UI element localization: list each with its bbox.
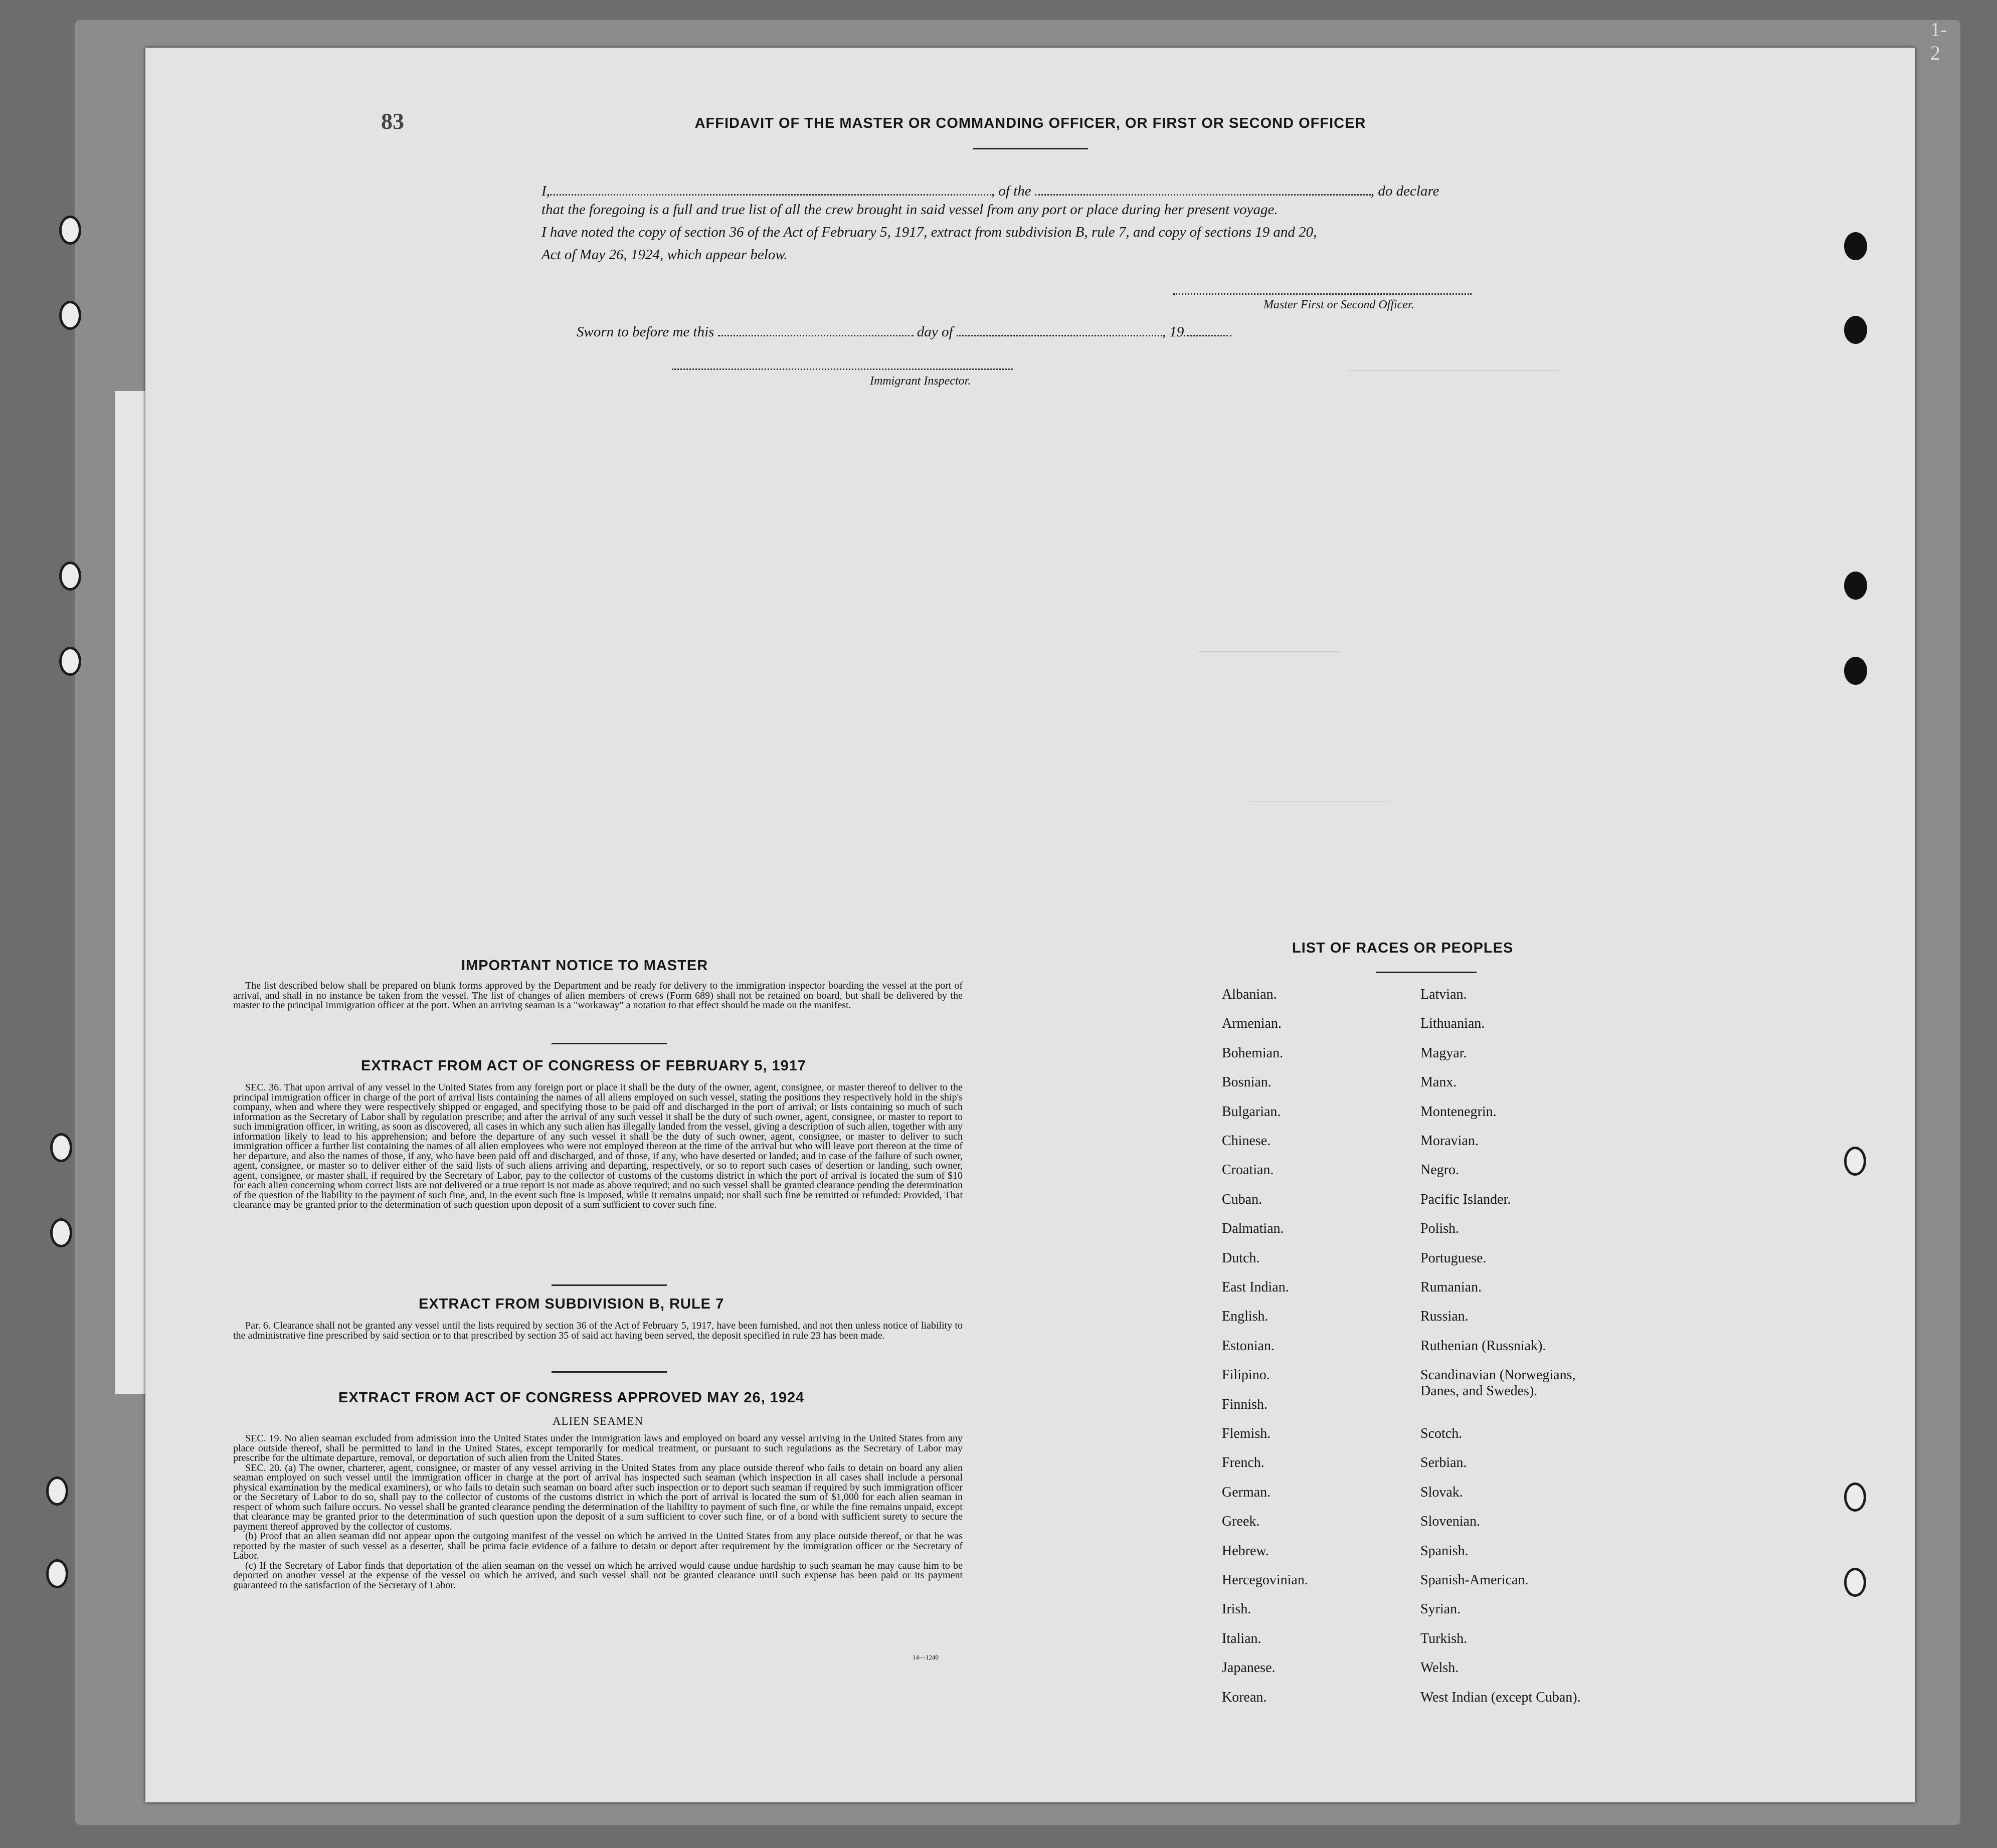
race-item: Scotch. xyxy=(1420,1426,1463,1441)
document-page xyxy=(145,18,1947,1802)
race-item: Japanese. xyxy=(1222,1660,1276,1676)
affidavit-line-2: that the foregoing is a full and true list of all the crew brought in said vessel from any port or place during her present voyage. xyxy=(541,202,1278,218)
race-item: Albanian. xyxy=(1222,987,1277,1002)
race-item: Korean. xyxy=(1222,1689,1267,1705)
race-item: Portuguese. xyxy=(1420,1250,1487,1266)
race-item: Magyar. xyxy=(1420,1045,1467,1061)
race-item: West Indian (except Cuban). xyxy=(1420,1689,1581,1705)
race-item: Lithuanian. xyxy=(1420,1016,1485,1032)
binder-hole-icon xyxy=(50,1133,72,1162)
race-item: Polish. xyxy=(1420,1221,1460,1237)
race-item: Slovak. xyxy=(1420,1484,1463,1500)
affidavit-line-3: I have noted the copy of section 36 of the Act of February 5, 1917, extract from subdivision B, rule 7, and copy of sections 19 and 20, xyxy=(541,224,1317,240)
inspector-signature-line[interactable] xyxy=(672,368,1013,370)
race-item: Filipino. xyxy=(1222,1367,1270,1383)
race-item: German. xyxy=(1222,1484,1271,1500)
race-item: Bulgarian. xyxy=(1222,1103,1281,1120)
race-item: Hebrew. xyxy=(1222,1543,1269,1559)
race-item: Spanish-American. xyxy=(1420,1572,1529,1588)
extract-1917-title: EXTRACT FROM ACT OF CONGRESS OF FEBRUARY 5, 1917 xyxy=(361,1058,807,1074)
race-item: Manx. xyxy=(1420,1074,1457,1090)
section-rule xyxy=(552,1043,667,1044)
races-title-rule xyxy=(1376,972,1477,973)
race-item: Cuban. xyxy=(1222,1191,1262,1207)
race-item: Ruthenian (Russniak). xyxy=(1420,1338,1546,1354)
affidavit-title: AFFIDAVIT OF THE MASTER OR COMMANDING OFFICER, OR FIRST OR SECOND OFFICER xyxy=(694,115,1366,131)
race-item: Hercegovinian. xyxy=(1222,1572,1308,1588)
alien-seamen-subtitle: ALIEN SEAMEN xyxy=(552,1415,644,1427)
races-title: LIST OF RACES OR PEOPLES xyxy=(1292,940,1514,956)
race-item: Negro. xyxy=(1420,1162,1459,1178)
sworn-line xyxy=(577,320,1231,340)
of-the-label: , of the xyxy=(991,183,1031,199)
extract-1924-title: EXTRACT FROM ACT OF CONGRESS APPROVED MAY 26, 1924 xyxy=(338,1390,805,1406)
affidavit-line-4: Act of May 26, 1924, which appear below. xyxy=(541,247,788,263)
race-item: Chinese. xyxy=(1222,1133,1271,1149)
bleed-through-text: ___________________________ xyxy=(1349,358,1560,374)
sworn-year: , 19 xyxy=(1162,324,1184,340)
binder-hole-icon xyxy=(46,1559,68,1588)
race-item: French. xyxy=(1222,1455,1264,1471)
race-item: Bohemian. xyxy=(1222,1045,1284,1061)
master-signature-line[interactable] xyxy=(1173,293,1472,295)
notice-paragraph: The list described below shall be prepared on blank forms approved by the Department and be ready for delivery to the immigration inspector boarding the vessel at the port of arrival, and shall in no instance be taken from the vessel. The list of changes of alien members of crews (Form 689) shall not be retained on board, but shall be delivered by the master to the principal immigration officer at the port. When an arriving seaman is a "workaway" a notation to that effect should be made on the manifest. xyxy=(233,980,963,1011)
par6-paragraph: Par. 6. Clearance shall not be granted any vessel until the lists required by section 36 of the Act of February 5, 1917, have been furnished, and not then unless notice of liability to the administrative fine prescribed by said section or to that prescribed by section 35 of said act having been served, the deposit specified in rule 23 has been made. xyxy=(233,1320,963,1341)
declare-label: , do declare xyxy=(1370,183,1439,199)
race-item: Estonian. xyxy=(1222,1338,1275,1354)
section-rule xyxy=(552,1371,667,1373)
race-item: Spanish. xyxy=(1420,1543,1469,1559)
race-item: Moravian. xyxy=(1420,1133,1479,1149)
race-item: Greek. xyxy=(1222,1514,1260,1530)
sec20b-paragraph: (b) Proof that an alien seaman did not appear upon the outgoing manifest of the vessel on which he arrived in the United States from any place outside thereof, or that he was reported by the master of such vessel as a deserter, shall be prima facie evidence of a failure to detain or deport after requirement by the immigration officer or the Secretary of Labor. xyxy=(233,1531,963,1561)
sec20c-paragraph: (c) If the Secretary of Labor finds that deportation of the alien seaman on the vessel on which he arrived would cause undue hardship to such seaman he may cause him to be deported on another vessel at the expense of the vessel on which he arrived, and such vessel shall not be granted clearance until such expense has been paid or its payment guaranteed to the satisfaction of the Secretary of Labor. xyxy=(233,1560,963,1591)
corner-annotation: 1-2 xyxy=(1930,18,1947,64)
sec19-paragraph: SEC. 19. No alien seaman excluded from admission into the United States under the immigration laws and employed on board any vessel arriving in the United States from any place outside thereof, shall be permitted to land in the United States, except temporarily for medical treatment, or pursuant to such regulations as the Secretary of Labor may prescribe for the ultimate departure, removal, or deportation of such alien from the United States. xyxy=(233,1433,963,1463)
binder-hole-icon xyxy=(59,216,81,245)
section-rule xyxy=(552,1284,667,1286)
form-number: 14—1240 xyxy=(913,1653,939,1661)
affidavit-line-1 xyxy=(541,179,1534,200)
binder-hole-icon xyxy=(46,1476,68,1506)
notice-title: IMPORTANT NOTICE TO MASTER xyxy=(461,958,708,974)
punch-hole-icon xyxy=(1844,316,1867,344)
sworn-prefix: Sworn to before me this xyxy=(577,324,714,340)
title-rule xyxy=(973,148,1088,149)
race-item: Rumanian. xyxy=(1420,1279,1482,1295)
affidavit-i-label: I, xyxy=(541,183,550,199)
master-signature-label: Master First or Second Officer. xyxy=(1263,298,1414,311)
race-item: Dalmatian. xyxy=(1222,1221,1284,1237)
race-item: Latvian. xyxy=(1420,987,1467,1002)
sec36-paragraph: SEC. 36. That upon arrival of any vessel in the United States from any foreign port or place it shall be the duty of the owner, agent, consignee, or master thereof to deliver to the principal immigration officer in charge of the port of arrival lists containing the names of all aliens employed on such vessel, stating the positions they respectively hold in the ship's company, when and where they were respectively shipped or engaged, and specifying those to be paid off and discharged in the port of arrival; or lists containing so much of such information as the Secretary of Labor shall by regulation prescribe; and after the arrival of any such vessel it shall be the duty of such owner, agent, consignee, or master to report to such immigration officer, in writing, as soon as discovered, all cases in which any such alien has illegally landed from the vessel, giving a description of such alien, together with any information likely to lead to his apprehension; and before the departure of any such vessel it shall be the duty of such owner, agent, consignee, or master to deliver to such immigration officer a further list containing the names of all alien employees who were not employed thereon at the time of the arrival but who will leave port thereon at the time of her departure, and also the names of those, if any, who have been paid off and discharged, and of those, if any, who have deserted or landed; and in case of the failure of such owner, agent, consignee, or master so to deliver either of the said lists of such aliens arriving and departing, respectively, or so to report such cases of desertion or landing, such owner, agent, consignee, or master shall, if required by the Secretary of Labor, pay to the collector of customs of the customs district in which the port of arrival is located the sum of $10 for each alien concerning whom correct lists are not delivered or a true report is not made as above required; and no such vessel shall be granted clearance pending the determination of the question of the liability to the payment of such fine, and, in the event such fine is imposed, while it remains unpaid; nor shall such fine be remitted or refunded: Provided, That clearance may be granted prior to the determination of such question upon deposit of a sum sufficient to cover such fine. xyxy=(233,1082,963,1210)
bleed-through-text: __________________ xyxy=(1248,790,1389,805)
race-item: Croatian. xyxy=(1222,1162,1274,1178)
inspector-label: Immigrant Inspector. xyxy=(870,375,971,388)
extract-rule7-title: EXTRACT FROM SUBDIVISION B, RULE 7 xyxy=(419,1296,724,1312)
binder-hole-icon xyxy=(59,301,81,330)
race-item: Welsh. xyxy=(1420,1660,1459,1676)
punch-hole-icon xyxy=(1844,232,1867,260)
race-item: Montenegrin. xyxy=(1420,1103,1497,1120)
race-item: Armenian. xyxy=(1222,1016,1282,1032)
race-item: Pacific Islander. xyxy=(1420,1191,1511,1207)
extract-1924-text xyxy=(233,1434,963,1590)
race-item: Bosnian. xyxy=(1222,1074,1272,1090)
race-item: Turkish. xyxy=(1420,1630,1468,1646)
race-item: East Indian. xyxy=(1222,1279,1289,1295)
punch-hole-icon xyxy=(1844,572,1867,600)
sworn-day-blank[interactable] xyxy=(718,320,914,336)
binder-hole-icon xyxy=(1844,1147,1866,1176)
race-item: Finnish. xyxy=(1222,1396,1268,1412)
binder-hole-icon xyxy=(59,647,81,676)
race-item: Scandinavian (Norwegians, Danes, and Swedes). xyxy=(1420,1367,1576,1399)
extract-1917-text xyxy=(233,1083,963,1210)
race-item: Flemish. xyxy=(1222,1426,1271,1441)
binder-hole-icon xyxy=(50,1218,72,1247)
punch-hole-icon xyxy=(1844,657,1867,685)
race-item: Dutch. xyxy=(1222,1250,1260,1266)
bleed-through-text: __________________ xyxy=(1198,639,1339,654)
race-item: Irish. xyxy=(1222,1601,1251,1617)
binder-hole-icon xyxy=(1844,1568,1866,1597)
notice-text xyxy=(233,981,963,1011)
vessel-blank[interactable] xyxy=(1035,179,1371,196)
sworn-month-blank[interactable] xyxy=(957,320,1162,336)
race-item: English. xyxy=(1222,1309,1268,1325)
sec20a-paragraph: SEC. 20. (a) The owner, charterer, agent, consignee, or master of any vessel arriving in the United States from any place outside thereof who fails to detain on board any alien seaman employed on such vessel until the immigration officer in charge at the port of arrival has inspected such seaman (which inspection in all cases shall include a personal physical examination by the medical examiners), or who fails to detain such seaman on board after such inspection or to deport such seaman if required by such immigration officer or the Secretary of Labor to do so, shall pay to the collector of customs of the customs district in which the port of arrival is located the sum of $1,000 for each alien seaman in respect of whom such failure occurs. No vessel shall be granted clearance pending the determination of the liability to payment of such fine, or while the fine remains unpaid, except that clearance may be granted prior to the determination of such question upon the deposit of a sum sufficient to cover such fine, or of a bond with sufficient surety to secure the payment thereof approved by the collector of customs. xyxy=(233,1462,963,1532)
binder-hole-icon xyxy=(1844,1483,1866,1512)
race-item: Italian. xyxy=(1222,1630,1261,1646)
race-item: Serbian. xyxy=(1420,1455,1467,1471)
extract-rule7-text xyxy=(233,1321,963,1341)
race-item: Slovenian. xyxy=(1420,1514,1480,1530)
name-blank[interactable] xyxy=(550,179,991,196)
sworn-day-of: day of xyxy=(917,324,953,340)
sworn-year-blank[interactable] xyxy=(1184,320,1231,336)
race-item: Russian. xyxy=(1420,1309,1469,1325)
page-number-stamp: 83 xyxy=(381,108,404,134)
binder-hole-icon xyxy=(59,562,81,591)
race-item: Syrian. xyxy=(1420,1601,1461,1617)
